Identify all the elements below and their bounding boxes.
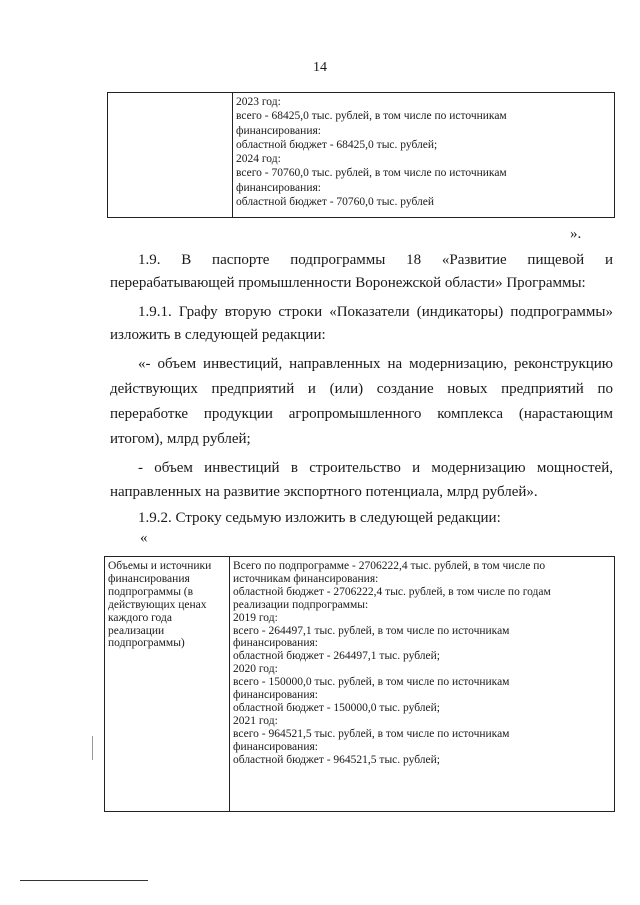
financing-table <box>104 556 615 812</box>
paragraph-1-9-2: 1.9.2. Строку седьмую изложить в следующей редакции: <box>138 510 501 526</box>
table-row <box>105 557 615 812</box>
paragraph-1-9-line1: 1.9. В паспорте подпрограммы 18 «Развитие пищевой и <box>138 252 613 268</box>
table-line: реализации подпрограммы: <box>233 598 369 611</box>
table-line: 2023 год: <box>236 96 281 108</box>
paragraph-1-9-1-line1: 1.9.1. Графу вторую строки «Показатели (индикаторы) подпрограммы» <box>138 304 613 320</box>
paragraph-indicator-1-line4: итогом), млрд рублей; <box>110 431 251 447</box>
table-line: областной бюджет - 264497,1 тыс. рублей; <box>233 650 440 663</box>
table-line: всего - 150000,0 тыс. рублей, в том числе по источникам <box>233 676 510 689</box>
table-row <box>108 93 615 218</box>
table-line: финансирования: <box>233 689 318 702</box>
paragraph-indicator-1-line2: действующих предприятий и (или) создание новых предприятий по <box>110 381 613 397</box>
table-line: финансирования: <box>236 181 321 194</box>
table-line: финансирования: <box>233 740 318 753</box>
table-line: 2020 год: <box>233 663 278 676</box>
table-line: Объемы и источники <box>108 560 212 572</box>
table-line: 2019 год: <box>233 611 278 624</box>
table-line: областной бюджет - 2706222,4 тыс. рублей, в том числе по годам <box>233 585 551 598</box>
margin-mark <box>92 736 93 760</box>
paragraph-indicator-2-line2: направленных на развитие экспортного потенциала, млрд рублей». <box>110 484 538 500</box>
table-cell-empty <box>108 93 233 218</box>
table-line: всего - 68425,0 тыс. рублей, в том числе по источникам <box>236 110 507 123</box>
table-line: источникам финансирования: <box>233 572 379 585</box>
table-cell-financing <box>230 557 615 812</box>
table-cell-label <box>105 557 230 812</box>
table-line: финансирования: <box>236 124 321 137</box>
paragraph-indicator-2-line1: - объем инвестиций в строительство и модернизацию мощностей, <box>138 460 613 476</box>
table-line: 2024 год: <box>236 153 281 166</box>
page-number: 14 <box>313 60 327 75</box>
paragraph-1-9-1-line2: изложить в следующей редакции: <box>110 327 326 343</box>
table-line: подпрограммы) <box>108 637 185 650</box>
paragraph-indicator-1-line1: «- объем инвестиций, направленных на модернизацию, реконструкцию <box>138 356 613 372</box>
financing-table-continued <box>107 92 615 218</box>
paragraph-1-9-line2: перерабатывающей промышленности Воронежской области» Программы: <box>110 275 586 291</box>
table-line: областной бюджет - 68425,0 тыс. рублей; <box>236 138 438 151</box>
table-line: реализации <box>108 624 165 637</box>
paragraph-indicator-1-line3: переработке продукции агропромышленного комплекса (нарастающим <box>110 406 613 422</box>
table-line: всего - 70760,0 тыс. рублей, в том числе по источникам <box>236 167 507 180</box>
footnote-rule <box>20 880 148 881</box>
table-line: каждого года <box>108 611 172 624</box>
table-line: подпрограммы (в <box>108 585 194 598</box>
table-line: финансирования: <box>233 637 318 650</box>
table-line: областной бюджет - 70760,0 тыс. рублей <box>236 196 435 209</box>
open-quote: « <box>140 530 148 546</box>
table-line: областной бюджет - 964521,5 тыс. рублей; <box>233 753 440 766</box>
table-line: действующих ценах <box>108 598 207 611</box>
table-line: 2021 год: <box>233 714 278 727</box>
table-line: финансирования <box>108 572 190 585</box>
table-line: всего - 964521,5 тыс. рублей, в том числе по источникам <box>233 727 510 740</box>
table-line: Всего по подпрограмме - 2706222,4 тыс. рублей, в том числе по <box>233 560 546 572</box>
table-line: областной бюджет - 150000,0 тыс. рублей; <box>233 701 440 714</box>
table-cell-financing <box>233 93 615 218</box>
table-line: всего - 264497,1 тыс. рублей, в том числе по источникам <box>233 624 510 637</box>
closing-quote: ». <box>570 226 582 242</box>
